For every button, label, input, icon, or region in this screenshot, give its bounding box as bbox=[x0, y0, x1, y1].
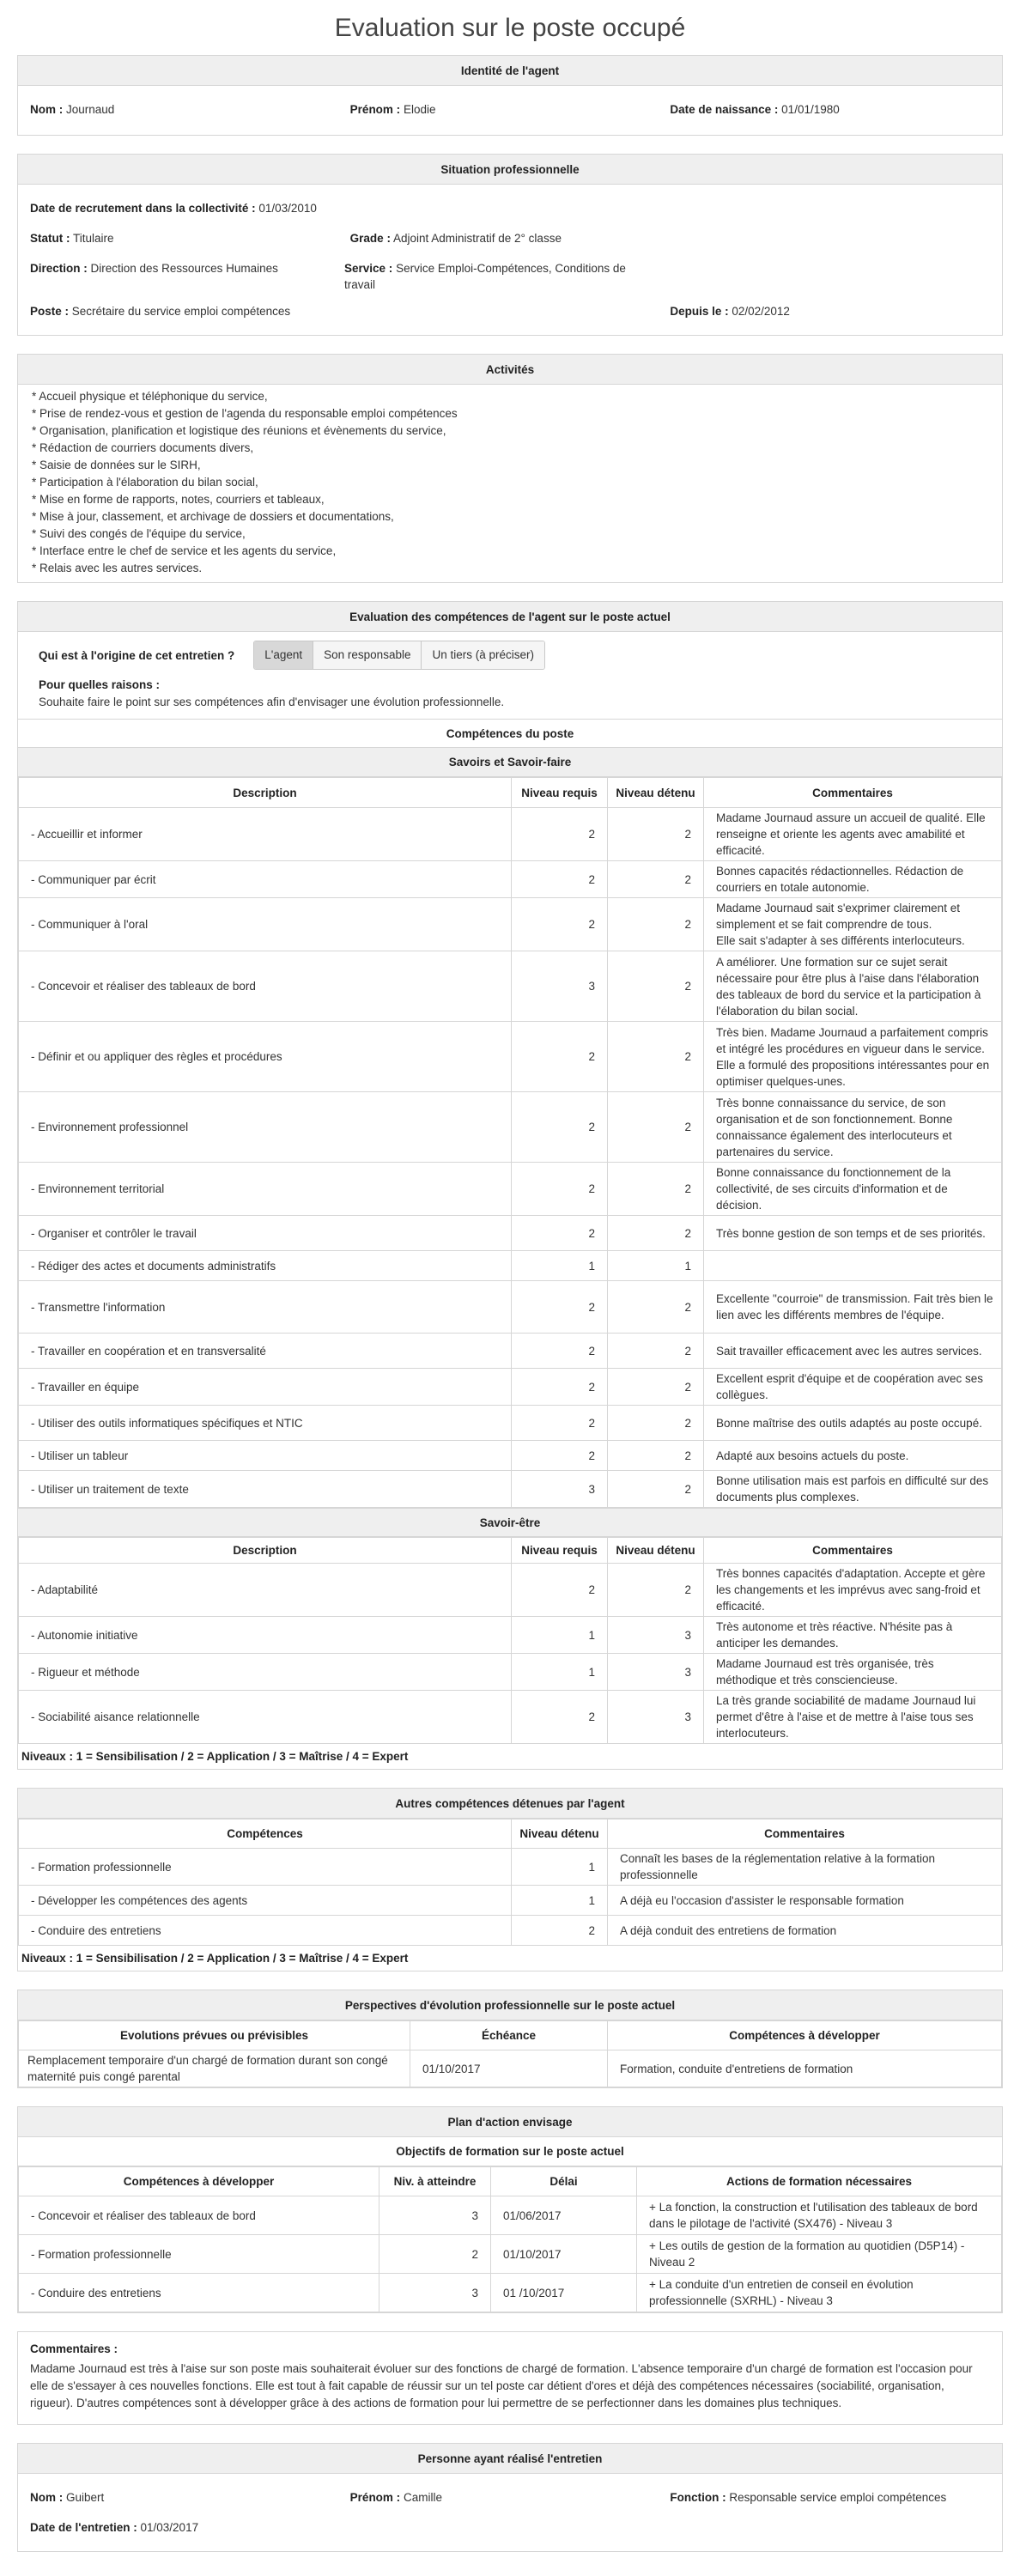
table-cell: Bonne connaissance du fonctionnement de la collectivité, de ses circuits d'information et de décision. bbox=[704, 1163, 1002, 1216]
table-cell: 3 bbox=[608, 1617, 704, 1654]
situation-panel bbox=[17, 154, 1003, 336]
table-cell: 2 bbox=[512, 1092, 608, 1163]
evaluateur-prenom: Camille bbox=[403, 2491, 442, 2504]
table-cell: 2 bbox=[608, 898, 704, 951]
table-cell: 1 bbox=[512, 1251, 608, 1281]
autres-niveaux-legend: Niveaux : 1 = Sensibilisation / 2 = Application / 3 = Maîtrise / 4 = Expert bbox=[21, 1952, 409, 1965]
situation-header: Situation professionnelle bbox=[18, 155, 1002, 185]
table-cell: - Concevoir et réaliser des tableaux de bord bbox=[19, 951, 512, 1022]
plan-table bbox=[18, 2166, 1002, 2312]
table-cell: Très bonne gestion de son temps et de ses priorités. bbox=[704, 1216, 1002, 1251]
table-cell: Excellente "courroie" de transmission. Fait très bien le lien avec les différents membres de l'équipe. bbox=[704, 1281, 1002, 1334]
table-cell: Madame Journaud assure un accueil de qualité. Elle renseigne et oriente les agents avec amabilité et efficacité. bbox=[704, 808, 1002, 861]
raisons-label: Pour quelles raisons : bbox=[39, 678, 161, 691]
table-cell: 2 bbox=[512, 1441, 608, 1471]
activite-item: * Prise de rendez-vous et gestion de l'agenda du responsable emploi compétences bbox=[32, 407, 458, 420]
plan-panel bbox=[17, 2106, 1003, 2313]
naissance-label: Date de naissance : bbox=[670, 103, 779, 116]
table-cell: - Organiser et contrôler le travail bbox=[19, 1216, 512, 1251]
table-cell: 01 /10/2017 bbox=[491, 2274, 637, 2312]
table-row bbox=[19, 861, 1002, 898]
activite-item: * Accueil physique et téléphonique du service, bbox=[32, 390, 268, 403]
identite-panel bbox=[17, 55, 1003, 136]
table-cell: - Développer les compétences des agents bbox=[19, 1886, 512, 1916]
table-cell: - Travailler en équipe bbox=[19, 1369, 512, 1406]
table-cell: 2 bbox=[608, 808, 704, 861]
table-cell: 3 bbox=[379, 2196, 491, 2235]
activite-item: * Relais avec les autres services. bbox=[32, 562, 203, 574]
table-cell: - Concevoir et réaliser des tableaux de bord bbox=[19, 2196, 379, 2235]
activites-list bbox=[18, 385, 1002, 582]
table-cell: Madame Journaud est très organisée, très méthodique et très consciencieuse. bbox=[704, 1654, 1002, 1691]
table-row bbox=[19, 1471, 1002, 1508]
table-cell: - Transmettre l'information bbox=[19, 1281, 512, 1334]
perspectives-header: Perspectives d'évolution professionnelle sur le poste actuel bbox=[18, 1990, 1002, 2020]
table-cell: 1 bbox=[512, 1886, 608, 1916]
table-row bbox=[19, 2274, 1002, 2312]
table-cell: 2 bbox=[608, 1092, 704, 1163]
column-header: Niveau détenu bbox=[608, 778, 704, 808]
table-cell: 2 bbox=[512, 1691, 608, 1744]
perspectives-panel bbox=[17, 1990, 1003, 2088]
table-cell: Adapté aux besoins actuels du poste. bbox=[704, 1441, 1002, 1471]
table-cell: 2 bbox=[608, 1216, 704, 1251]
evaluateur-fonction: Responsable service emploi compétences bbox=[729, 2491, 947, 2504]
origine-option-button[interactable]: Son responsable bbox=[313, 641, 422, 669]
table-cell: 2 bbox=[512, 1916, 608, 1946]
autres-panel bbox=[17, 1788, 1003, 1971]
table-cell: - Rédiger des actes et documents administratifs bbox=[19, 1251, 512, 1281]
table-cell: A améliorer. Une formation sur ce sujet serait nécessaire pour être plus à l'aise dans l'élaboration des tableaux de bord du service et la participation à l'élaboration du bilan social. bbox=[704, 951, 1002, 1022]
commentaires-panel bbox=[17, 2331, 1003, 2425]
table-cell: 2 bbox=[512, 1163, 608, 1216]
table-row bbox=[19, 1654, 1002, 1691]
table-row bbox=[19, 1369, 1002, 1406]
competences-poste-header: Compétences du poste bbox=[18, 719, 1002, 748]
evaluateur-nom-label: Nom : bbox=[30, 2491, 64, 2504]
column-header: Niveau détenu bbox=[512, 1820, 608, 1849]
autres-table bbox=[18, 1819, 1002, 1946]
nom-label: Nom : bbox=[30, 103, 64, 116]
table-cell: - Utiliser un traitement de texte bbox=[19, 1471, 512, 1508]
table-cell: 2 bbox=[512, 1369, 608, 1406]
table-row bbox=[19, 1092, 1002, 1163]
entretien-date-label: Date de l'entretien : bbox=[30, 2521, 137, 2534]
table-row bbox=[19, 808, 1002, 861]
table-row bbox=[19, 951, 1002, 1022]
table-cell: - Autonomie initiative bbox=[19, 1617, 512, 1654]
table-row bbox=[19, 1022, 1002, 1092]
naissance-value: 01/01/1980 bbox=[781, 103, 840, 116]
grade-value: Adjoint Administratif de 2° classe bbox=[392, 232, 562, 245]
column-header: Échéance bbox=[410, 2021, 608, 2050]
table-row bbox=[19, 1163, 1002, 1216]
table-cell: - Sociabilité aisance relationnelle bbox=[19, 1691, 512, 1744]
origine-option-button[interactable]: L'agent bbox=[254, 641, 313, 669]
table-cell: - Définir et ou appliquer des règles et procédures bbox=[19, 1022, 512, 1092]
depuis-label: Depuis le : bbox=[670, 305, 729, 318]
savoirs-header: Savoirs et Savoir-faire bbox=[18, 748, 1002, 777]
table-cell: 2 bbox=[608, 1564, 704, 1617]
column-header: Compétences bbox=[19, 1820, 512, 1849]
table-cell: 1 bbox=[512, 1849, 608, 1886]
raisons-text: Souhaite faire le point sur ses compétences afin d'envisager une évolution professionnelle. bbox=[39, 696, 505, 708]
table-cell: A déjà eu l'occasion d'assister le responsable formation bbox=[608, 1886, 1002, 1916]
table-cell: Sait travailler efficacement avec les autres services. bbox=[704, 1334, 1002, 1369]
table-cell: - Environnement territorial bbox=[19, 1163, 512, 1216]
column-header: Niv. à atteindre bbox=[379, 2167, 491, 2196]
table-row bbox=[19, 1916, 1002, 1946]
activite-item: * Mise à jour, classement, et archivage de dossiers et documentations, bbox=[32, 510, 394, 523]
table-cell: 2 bbox=[608, 951, 704, 1022]
table-cell: 1 bbox=[608, 1251, 704, 1281]
savoir-etre-header: Savoir-être bbox=[18, 1508, 1002, 1537]
evaluateur-header: Personne ayant réalisé l'entretien bbox=[18, 2444, 1002, 2474]
table-row bbox=[19, 2235, 1002, 2274]
column-header: Niveau requis bbox=[512, 1538, 608, 1564]
table-cell: + La conduite d'un entretien de conseil en évolution professionnelle (SXRHL) - Niveau 3 bbox=[637, 2274, 1002, 2312]
table-cell: 2 bbox=[512, 1216, 608, 1251]
column-header: Commentaires bbox=[704, 778, 1002, 808]
service-value: Service Emploi-Compétences, Conditions de travail bbox=[344, 262, 626, 291]
table-cell: - Utiliser des outils informatiques spécifiques et NTIC bbox=[19, 1406, 512, 1441]
table-row bbox=[19, 2196, 1002, 2235]
table-cell: 2 bbox=[608, 861, 704, 898]
table-cell: Remplacement temporaire d'un chargé de formation durant son congé maternité puis congé parental bbox=[19, 2050, 410, 2087]
table-row bbox=[19, 2050, 1002, 2087]
table-cell: Formation, conduite d'entretiens de formation bbox=[608, 2050, 1002, 2087]
service-label: Service : bbox=[344, 262, 393, 275]
poste-value: Secrétaire du service emploi compétences bbox=[71, 305, 291, 318]
table-cell: - Rigueur et méthode bbox=[19, 1654, 512, 1691]
identite-header: Identité de l'agent bbox=[18, 56, 1002, 86]
commentaires-label: Commentaires : bbox=[30, 2342, 118, 2355]
table-cell: 2 bbox=[379, 2235, 491, 2274]
direction-value: Direction des Ressources Humaines bbox=[90, 262, 278, 275]
table-cell: 3 bbox=[608, 1691, 704, 1744]
column-header: Délai bbox=[491, 2167, 637, 2196]
table-cell: 2 bbox=[608, 1369, 704, 1406]
activite-item: * Saisie de données sur le SIRH, bbox=[32, 459, 201, 471]
table-cell: - Formation professionnelle bbox=[19, 2235, 379, 2274]
column-header: Commentaires bbox=[608, 1820, 1002, 1849]
column-header: Compétences à développer bbox=[19, 2167, 379, 2196]
table-cell: 01/10/2017 bbox=[491, 2235, 637, 2274]
table-cell: Bonne utilisation mais est parfois en difficulté sur des documents plus complexes. bbox=[704, 1471, 1002, 1508]
table-cell: Excellent esprit d'équipe et de coopération avec ses collègues. bbox=[704, 1369, 1002, 1406]
table-row bbox=[19, 1849, 1002, 1886]
evaluation-panel bbox=[17, 601, 1003, 1770]
table-cell: + Les outils de gestion de la formation au quotidien (D5P14) - Niveau 2 bbox=[637, 2235, 1002, 2274]
table-row bbox=[19, 1216, 1002, 1251]
table-row bbox=[19, 1441, 1002, 1471]
table-cell: - Accueillir et informer bbox=[19, 808, 512, 861]
savoirs-table bbox=[18, 777, 1002, 1508]
origine-button-group[interactable] bbox=[253, 641, 545, 670]
recrutement-label: Date de recrutement dans la collectivité : bbox=[30, 202, 256, 215]
table-cell: 2 bbox=[608, 1022, 704, 1092]
table-cell: 01/10/2017 bbox=[410, 2050, 608, 2087]
table-row bbox=[19, 1251, 1002, 1281]
table-cell: A déjà conduit des entretiens de formation bbox=[608, 1916, 1002, 1946]
table-cell: 2 bbox=[512, 861, 608, 898]
table-cell bbox=[704, 1251, 1002, 1281]
table-cell: La très grande sociabilité de madame Journaud lui permet d'être à l'aise et de mettre à l'aise tous ses interlocuteurs. bbox=[704, 1691, 1002, 1744]
table-row bbox=[19, 1564, 1002, 1617]
table-cell: 3 bbox=[608, 1654, 704, 1691]
perspectives-table bbox=[18, 2020, 1002, 2087]
table-cell: 3 bbox=[512, 1471, 608, 1508]
table-cell: 01/06/2017 bbox=[491, 2196, 637, 2235]
plan-header: Plan d'action envisage bbox=[18, 2107, 1002, 2137]
autres-header: Autres compétences détenues par l'agent bbox=[18, 1789, 1002, 1819]
table-cell: - Communiquer à l'oral bbox=[19, 898, 512, 951]
table-row bbox=[19, 1281, 1002, 1334]
table-cell: Très bonnes capacités d'adaptation. Accepte et gère les changements et les imprévus avec sang-froid et efficacité. bbox=[704, 1564, 1002, 1617]
activite-item: * Rédaction de courriers documents divers, bbox=[32, 441, 254, 454]
activite-item: * Suivi des congés de l'équipe du service, bbox=[32, 527, 246, 540]
table-row bbox=[19, 1617, 1002, 1654]
table-row bbox=[19, 1334, 1002, 1369]
table-cell: 1 bbox=[512, 1654, 608, 1691]
table-cell: - Adaptabilité bbox=[19, 1564, 512, 1617]
entretien-date: 01/03/2017 bbox=[140, 2521, 199, 2534]
table-cell: 3 bbox=[379, 2274, 491, 2312]
table-cell: Très bien. Madame Journaud a parfaitement compris et intégré les procédures en vigueur dans le service. Elle a formulé des propositions intéressantes pour en optimiser quelques-unes. bbox=[704, 1022, 1002, 1092]
table-cell: 2 bbox=[512, 1564, 608, 1617]
column-header: Description bbox=[19, 778, 512, 808]
direction-label: Direction : bbox=[30, 262, 88, 275]
table-cell: - Conduire des entretiens bbox=[19, 1916, 512, 1946]
activite-item: * Organisation, planification et logistique des réunions et évènements du service, bbox=[32, 424, 446, 437]
page-title: Evaluation sur le poste occupé bbox=[334, 14, 686, 42]
activite-item: * Mise en forme de rapports, notes, courriers et tableaux, bbox=[32, 493, 325, 506]
recrutement-value: 01/03/2010 bbox=[258, 202, 317, 215]
plan-subheader: Objectifs de formation sur le poste actuel bbox=[18, 2137, 1002, 2166]
depuis-value: 02/02/2012 bbox=[732, 305, 790, 318]
table-cell: 2 bbox=[608, 1334, 704, 1369]
column-header: Compétences à développer bbox=[608, 2021, 1002, 2050]
table-cell: Très bonne connaissance du service, de son organisation et de son fonctionnement. Bonne connaissance également des interlocuteurs et partenaires du service. bbox=[704, 1092, 1002, 1163]
table-cell: 2 bbox=[512, 898, 608, 951]
origine-option-button[interactable]: Un tiers (à préciser) bbox=[422, 641, 544, 669]
activite-item: * Interface entre le chef de service et les agents du service, bbox=[32, 544, 337, 557]
table-cell: 2 bbox=[608, 1471, 704, 1508]
evaluateur-prenom-label: Prénom : bbox=[349, 2491, 401, 2504]
table-cell: 1 bbox=[512, 1617, 608, 1654]
column-header: Niveau requis bbox=[512, 778, 608, 808]
table-cell: 2 bbox=[608, 1163, 704, 1216]
evaluateur-panel bbox=[17, 2443, 1003, 2552]
activites-panel bbox=[17, 354, 1003, 583]
table-cell: Très autonome et très réactive. N'hésite pas à anticiper les demandes. bbox=[704, 1617, 1002, 1654]
prenom-label: Prénom : bbox=[349, 103, 401, 116]
table-cell: Bonnes capacités rédactionnelles. Rédaction de courriers en totale autonomie. bbox=[704, 861, 1002, 898]
savoir-etre-table bbox=[18, 1537, 1002, 1744]
grade-label: Grade : bbox=[349, 232, 391, 245]
column-header: Niveau détenu bbox=[608, 1538, 704, 1564]
prenom-value: Elodie bbox=[403, 103, 436, 116]
table-row bbox=[19, 1886, 1002, 1916]
table-cell: - Utiliser un tableur bbox=[19, 1441, 512, 1471]
table-cell: - Formation professionnelle bbox=[19, 1849, 512, 1886]
column-header: Commentaires bbox=[704, 1538, 1002, 1564]
table-cell: 2 bbox=[512, 1281, 608, 1334]
activite-item: * Participation à l'élaboration du bilan social, bbox=[32, 476, 258, 489]
niveaux-legend: Niveaux : 1 = Sensibilisation / 2 = Application / 3 = Maîtrise / 4 = Expert bbox=[21, 1750, 409, 1763]
table-cell: 2 bbox=[608, 1406, 704, 1441]
table-row bbox=[19, 1691, 1002, 1744]
evaluation-header: Evaluation des compétences de l'agent sur le poste actuel bbox=[18, 602, 1002, 632]
evaluateur-fonction-label: Fonction : bbox=[670, 2491, 726, 2504]
table-cell: 2 bbox=[512, 1022, 608, 1092]
table-cell: 2 bbox=[512, 808, 608, 861]
table-row bbox=[19, 1406, 1002, 1441]
activites-header: Activités bbox=[18, 355, 1002, 385]
statut-value: Titulaire bbox=[73, 232, 114, 245]
commentaires-text: Madame Journaud est très à l'aise sur son poste mais souhaiterait évoluer sur des fonctions de chargé de formation. L'absence temporaire d'un chargé de formation est l'occasion pour elle de s'essayer à ces nouvelles fonctions. Elle est tout à fait capable de réussir sur un tel poste car détient d'ores et déjà des compétences nécessaires (sociabilité, organisation, rigueur). D'autres compétences sont à développer grâce à des actions de formation pour lui permettre de se perfectionner dans les domaines plus techniques. bbox=[30, 2362, 973, 2409]
table-cell: - Environnement professionnel bbox=[19, 1092, 512, 1163]
table-cell: + La fonction, la construction et l'utilisation des tableaux de bord dans le pilotage de l'activité (SX476) - Niveau 3 bbox=[637, 2196, 1002, 2235]
table-cell: 3 bbox=[512, 951, 608, 1022]
table-cell: Madame Journaud sait s'exprimer clairement et simplement et se fait comprendre de tous. Elle sait s'adapter à ses différents interlocuteurs. bbox=[704, 898, 1002, 951]
table-cell: 2 bbox=[512, 1334, 608, 1369]
table-cell: Connaît les bases de la réglementation relative à la formation professionnelle bbox=[608, 1849, 1002, 1886]
table-row bbox=[19, 898, 1002, 951]
table-cell: Bonne maîtrise des outils adaptés au poste occupé. bbox=[704, 1406, 1002, 1441]
table-cell: 2 bbox=[608, 1441, 704, 1471]
table-cell: - Communiquer par écrit bbox=[19, 861, 512, 898]
nom-value: Journaud bbox=[66, 103, 115, 116]
table-cell: - Travailler en coopération et en transversalité bbox=[19, 1334, 512, 1369]
column-header: Evolutions prévues ou prévisibles bbox=[19, 2021, 410, 2050]
evaluateur-nom: Guibert bbox=[66, 2491, 105, 2504]
poste-label: Poste : bbox=[30, 305, 70, 318]
table-cell: 2 bbox=[512, 1406, 608, 1441]
column-header: Actions de formation nécessaires bbox=[637, 2167, 1002, 2196]
column-header: Description bbox=[19, 1538, 512, 1564]
statut-label: Statut : bbox=[30, 232, 70, 245]
table-cell: - Conduire des entretiens bbox=[19, 2274, 379, 2312]
table-cell: 2 bbox=[608, 1281, 704, 1334]
origine-label: Qui est à l'origine de cet entretien ? bbox=[39, 648, 235, 662]
